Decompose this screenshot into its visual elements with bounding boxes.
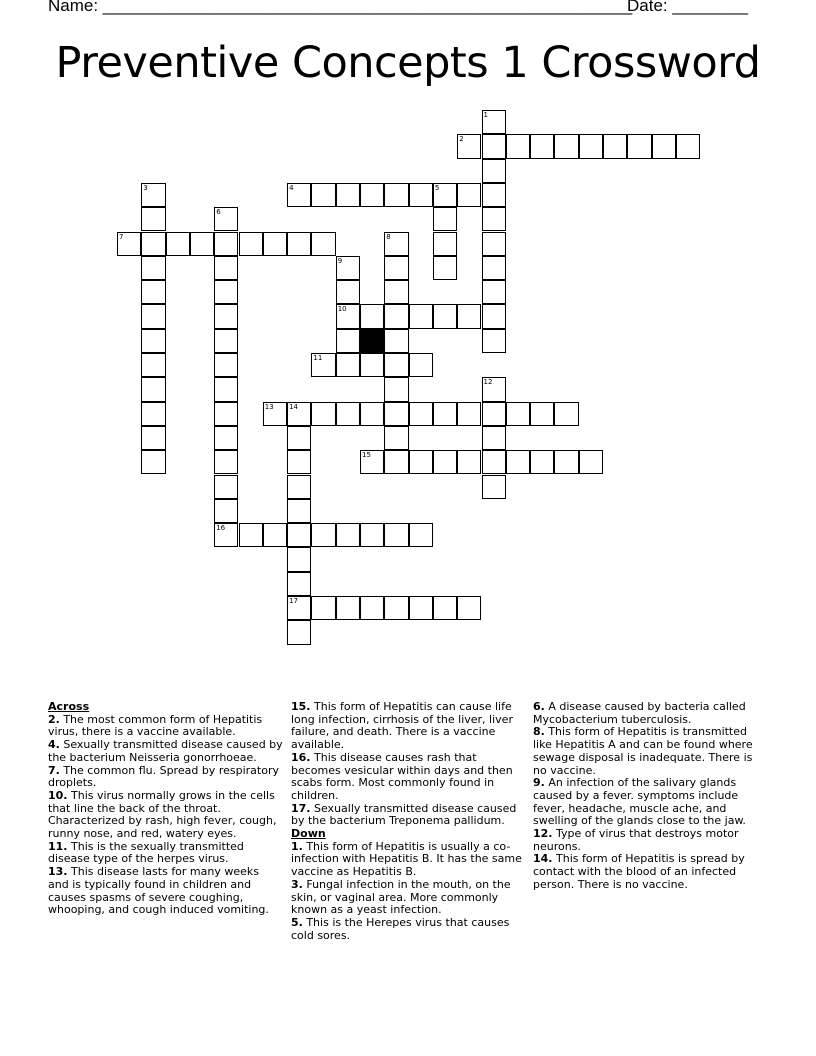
crossword-cell[interactable] xyxy=(214,256,238,280)
clue-text: This form of Hepatitis is usually a co-infection with Hepatitis B. It has the same vaccine as Hepatitis B. xyxy=(291,839,522,879)
cell-number: 7 xyxy=(119,232,124,241)
crossword-cell[interactable] xyxy=(214,499,238,523)
crossword-cell[interactable] xyxy=(141,402,165,426)
crossword-cell[interactable] xyxy=(384,450,408,474)
clue-across xyxy=(48,765,283,790)
clue-column-1 xyxy=(48,701,283,917)
clue-text: This disease lasts for many weeks and is typically found in children and causes spasms of severe coughing, whooping, and cough induced vomiting. xyxy=(48,865,269,917)
crossword-cell[interactable] xyxy=(214,426,238,450)
clue-text: Sexually transmitted disease caused by the bacterium Treponema pallidum. xyxy=(291,801,517,828)
crossword-cell[interactable] xyxy=(506,134,530,158)
crossword-cell[interactable] xyxy=(457,402,481,426)
cell-number: 14 xyxy=(289,402,299,411)
crossword-cell[interactable] xyxy=(409,183,433,207)
crossword-cell[interactable] xyxy=(287,475,311,499)
crossword-cell[interactable] xyxy=(214,280,238,304)
cell-number: 9 xyxy=(337,256,343,265)
crossword-cell[interactable] xyxy=(384,304,408,328)
crossword-cell[interactable] xyxy=(141,353,165,377)
crossword-cell[interactable] xyxy=(530,134,554,158)
crossword-cell[interactable] xyxy=(384,329,408,353)
crossword-cell[interactable] xyxy=(166,232,190,256)
cell-number: 11 xyxy=(313,354,323,362)
crossword-cell[interactable] xyxy=(482,329,506,353)
crossword-cell[interactable] xyxy=(263,232,287,256)
crossword-cell[interactable] xyxy=(676,134,700,158)
clue-number: 8. xyxy=(533,725,545,739)
crossword-cell[interactable] xyxy=(554,402,578,426)
crossword-cell[interactable] xyxy=(554,134,578,158)
crossword-cell[interactable] xyxy=(579,134,603,158)
crossword-cell[interactable] xyxy=(433,207,457,231)
crossword-cell[interactable] xyxy=(141,329,165,353)
crossword-cell[interactable] xyxy=(409,596,433,620)
clue-number: 3. xyxy=(291,877,303,891)
crossword-cell[interactable] xyxy=(141,450,165,474)
crossword-cell[interactable] xyxy=(482,207,506,231)
crossword-cell[interactable] xyxy=(482,450,506,474)
crossword-cell[interactable] xyxy=(141,232,165,256)
clue-text: An infection of the salivary glands caused by a fever. symptoms include fever, headache, muscle ache, and swelling of the glands close to the jaw. xyxy=(533,776,746,828)
crossword-black-cell xyxy=(360,329,384,353)
clue-number: 6. xyxy=(533,700,545,713)
clue-number: 16. xyxy=(291,750,311,764)
date-field-label: Date: ________ xyxy=(627,0,748,15)
crossword-cell[interactable] xyxy=(482,134,506,158)
crossword-cell[interactable] xyxy=(287,450,311,474)
crossword-cell[interactable] xyxy=(311,402,335,426)
crossword-cell[interactable] xyxy=(409,304,433,328)
clue-down xyxy=(533,726,768,777)
crossword-cell[interactable] xyxy=(311,523,335,547)
cell-number: 15 xyxy=(362,451,371,460)
crossword-cell[interactable] xyxy=(214,304,238,328)
clue-down xyxy=(533,777,768,828)
clue-number: 13. xyxy=(48,865,68,879)
clue-across xyxy=(48,866,283,917)
clue-text: The most common form of Hepatitis virus, there is a vaccine available. xyxy=(48,712,263,739)
clue-down xyxy=(291,917,526,942)
clue-across xyxy=(48,790,283,841)
crossword-cell[interactable] xyxy=(214,353,238,377)
crossword-cell[interactable] xyxy=(190,232,214,256)
crossword-cell[interactable] xyxy=(409,450,433,474)
crossword-cell[interactable] xyxy=(360,183,384,207)
crossword-cell[interactable] xyxy=(287,547,311,571)
crossword-cell[interactable] xyxy=(287,620,311,644)
crossword-cell[interactable] xyxy=(603,134,627,158)
clue-text: Fungal infection in the mouth, on the skin, or vaginal area. More commonly known as a yeast infection. xyxy=(291,877,511,917)
crossword-cell[interactable] xyxy=(360,523,384,547)
crossword-cell[interactable] xyxy=(360,353,384,377)
cell-number: 3 xyxy=(143,183,148,192)
crossword-cell[interactable] xyxy=(360,304,384,328)
clue-number: 5. xyxy=(291,915,303,929)
crossword-cell[interactable] xyxy=(433,402,457,426)
crossword-cell[interactable] xyxy=(457,183,481,207)
crossword-cell[interactable] xyxy=(336,596,360,620)
crossword-cell[interactable] xyxy=(287,426,311,450)
crossword-cell[interactable] xyxy=(311,183,335,207)
clue-text: This form of Hepatitis is transmitted like Hepatitis A and can be found where sewage disposal is inadequate. There is no vaccine. xyxy=(533,725,753,777)
crossword-cell[interactable] xyxy=(214,402,238,426)
down-heading: Down xyxy=(291,827,326,841)
clue-text: This form of Hepatitis is spread by contact with the blood of an infected person. There is no vaccine. xyxy=(533,852,745,891)
crossword-cell[interactable] xyxy=(506,402,530,426)
crossword-cell[interactable] xyxy=(409,523,433,547)
clue-down xyxy=(291,841,526,879)
crossword-cell[interactable] xyxy=(384,256,408,280)
clue-number: 15. xyxy=(291,700,311,713)
crossword-cell[interactable] xyxy=(336,523,360,547)
crossword-cell[interactable] xyxy=(457,596,481,620)
crossword-cell[interactable] xyxy=(214,450,238,474)
header xyxy=(48,0,748,16)
crossword-cell[interactable] xyxy=(433,596,457,620)
crossword-cell[interactable] xyxy=(482,159,506,183)
crossword-cell[interactable] xyxy=(384,402,408,426)
crossword-cell[interactable] xyxy=(287,232,311,256)
crossword-cell[interactable] xyxy=(433,256,457,280)
crossword-cell[interactable] xyxy=(239,232,263,256)
name-field-label: Name: ________________________________________________________ xyxy=(48,0,633,15)
crossword-cell[interactable] xyxy=(482,304,506,328)
crossword-cell[interactable] xyxy=(482,232,506,256)
crossword-cell[interactable] xyxy=(287,523,311,547)
cell-number: 10 xyxy=(337,305,347,314)
crossword-cell[interactable] xyxy=(482,426,506,450)
crossword-cell[interactable] xyxy=(336,280,360,304)
clue-text: This is the Herepes virus that causes cold sores. xyxy=(291,915,510,942)
crossword-cell[interactable] xyxy=(214,377,238,401)
crossword-cell[interactable] xyxy=(214,475,238,499)
crossword-cell[interactable] xyxy=(433,232,457,256)
clue-down xyxy=(533,853,768,891)
crossword-cell[interactable] xyxy=(239,523,263,547)
crossword-cell[interactable] xyxy=(506,450,530,474)
clue-down xyxy=(533,701,768,726)
clue-text: Sexually transmitted disease caused by the bacterium Neisseria gonorrhoeae. xyxy=(48,738,283,764)
crossword-cell[interactable] xyxy=(141,377,165,401)
clue-number: 10. xyxy=(48,788,68,802)
crossword-cell[interactable] xyxy=(360,596,384,620)
crossword-cell[interactable] xyxy=(384,426,408,450)
cell-number: 12 xyxy=(483,378,493,387)
crossword-cell[interactable] xyxy=(627,134,651,158)
clue-across xyxy=(48,739,283,764)
crossword-cell[interactable] xyxy=(141,426,165,450)
clue-column-3 xyxy=(533,701,768,892)
crossword-cell[interactable] xyxy=(311,232,335,256)
clue-number: 2. xyxy=(48,712,60,726)
crossword-cell[interactable] xyxy=(384,523,408,547)
clue-number: 1. xyxy=(291,839,303,853)
clue-number: 9. xyxy=(533,776,545,790)
cell-number: 1 xyxy=(483,111,488,119)
crossword-cell[interactable] xyxy=(482,280,506,304)
crossword-cell[interactable] xyxy=(214,329,238,353)
cell-number: 8 xyxy=(386,232,391,241)
crossword-cell[interactable] xyxy=(482,183,506,207)
crossword-cell[interactable] xyxy=(482,475,506,499)
cell-number: 4 xyxy=(289,183,294,192)
cell-number: 2 xyxy=(459,135,464,144)
crossword-cell[interactable] xyxy=(336,183,360,207)
clue-number: 17. xyxy=(291,801,311,815)
crossword-cell[interactable] xyxy=(360,402,384,426)
clue-text: The common flu. Spread by respiratory droplets. xyxy=(48,763,279,790)
clue-number: 14. xyxy=(533,852,553,866)
cell-number: 6 xyxy=(216,208,221,217)
crossword-cell[interactable] xyxy=(311,596,335,620)
crossword-cell[interactable] xyxy=(482,256,506,280)
clue-text: This is the sexually transmitted disease type of the herpes virus. xyxy=(48,839,244,866)
clue-column-2 xyxy=(291,701,526,942)
crossword-cell[interactable] xyxy=(409,353,433,377)
crossword-cell[interactable] xyxy=(384,280,408,304)
crossword-cell[interactable] xyxy=(652,134,676,158)
clue-text: This form of Hepatitis can cause life long infection, cirrhosis of the liver, liver failure, and death. There is a vaccine available. xyxy=(291,700,513,752)
clue-across xyxy=(291,752,526,803)
crossword-cell[interactable] xyxy=(457,450,481,474)
crossword-cell[interactable] xyxy=(141,256,165,280)
crossword-cell[interactable] xyxy=(530,450,554,474)
clue-number: 11. xyxy=(48,839,68,853)
crossword-cell[interactable] xyxy=(384,353,408,377)
cell-number: 5 xyxy=(434,183,440,192)
crossword-cell[interactable] xyxy=(530,402,554,426)
crossword-cell[interactable] xyxy=(384,596,408,620)
clue-across xyxy=(48,714,283,739)
crossword-cell[interactable] xyxy=(336,402,360,426)
cell-number: 16 xyxy=(216,524,226,533)
clue-across xyxy=(291,803,526,828)
clue-text: This virus normally grows in the cells that line the back of the throat. Characterized by rash, high fever, cough, runny nose, and red, watery eyes. xyxy=(48,788,277,841)
crossword-cell[interactable] xyxy=(409,402,433,426)
crossword-cell[interactable] xyxy=(457,304,481,328)
crossword-cell[interactable] xyxy=(287,499,311,523)
clue-text: A disease caused by bacteria called Mycobacterium tuberculosis. xyxy=(533,700,746,726)
crossword-cell[interactable] xyxy=(214,232,238,256)
across-heading: Across xyxy=(48,700,90,713)
crossword-cell[interactable] xyxy=(141,304,165,328)
cell-number: 17 xyxy=(289,597,299,605)
clue-number: 7. xyxy=(48,763,60,777)
clue-text: Type of virus that destroys motor neurons. xyxy=(533,827,739,853)
crossword-cell[interactable] xyxy=(554,450,578,474)
crossword-cell[interactable] xyxy=(433,450,457,474)
clue-number: 12. xyxy=(533,827,553,841)
crossword-cell[interactable] xyxy=(336,353,360,377)
crossword-cell[interactable] xyxy=(141,207,165,231)
page-title: Preventive Concepts 1 Crossword xyxy=(55,38,761,88)
crossword-cell[interactable] xyxy=(141,280,165,304)
crossword-cell[interactable] xyxy=(482,402,506,426)
crossword-cell[interactable] xyxy=(384,377,408,401)
crossword-cell[interactable] xyxy=(384,183,408,207)
clue-number: 4. xyxy=(48,738,60,752)
clue-text: This disease causes rash that becomes vesicular within days and then scabs form. Most commonly found in children. xyxy=(291,750,513,802)
clue-down xyxy=(533,828,768,853)
crossword-cell[interactable] xyxy=(579,450,603,474)
crossword-cell[interactable] xyxy=(336,329,360,353)
crossword-cell[interactable] xyxy=(263,523,287,547)
crossword-cell[interactable] xyxy=(287,572,311,596)
clue-across xyxy=(291,701,526,752)
clue-down xyxy=(291,879,526,917)
cell-number: 13 xyxy=(264,402,274,411)
crossword-cell[interactable] xyxy=(433,304,457,328)
clue-across xyxy=(48,841,283,866)
